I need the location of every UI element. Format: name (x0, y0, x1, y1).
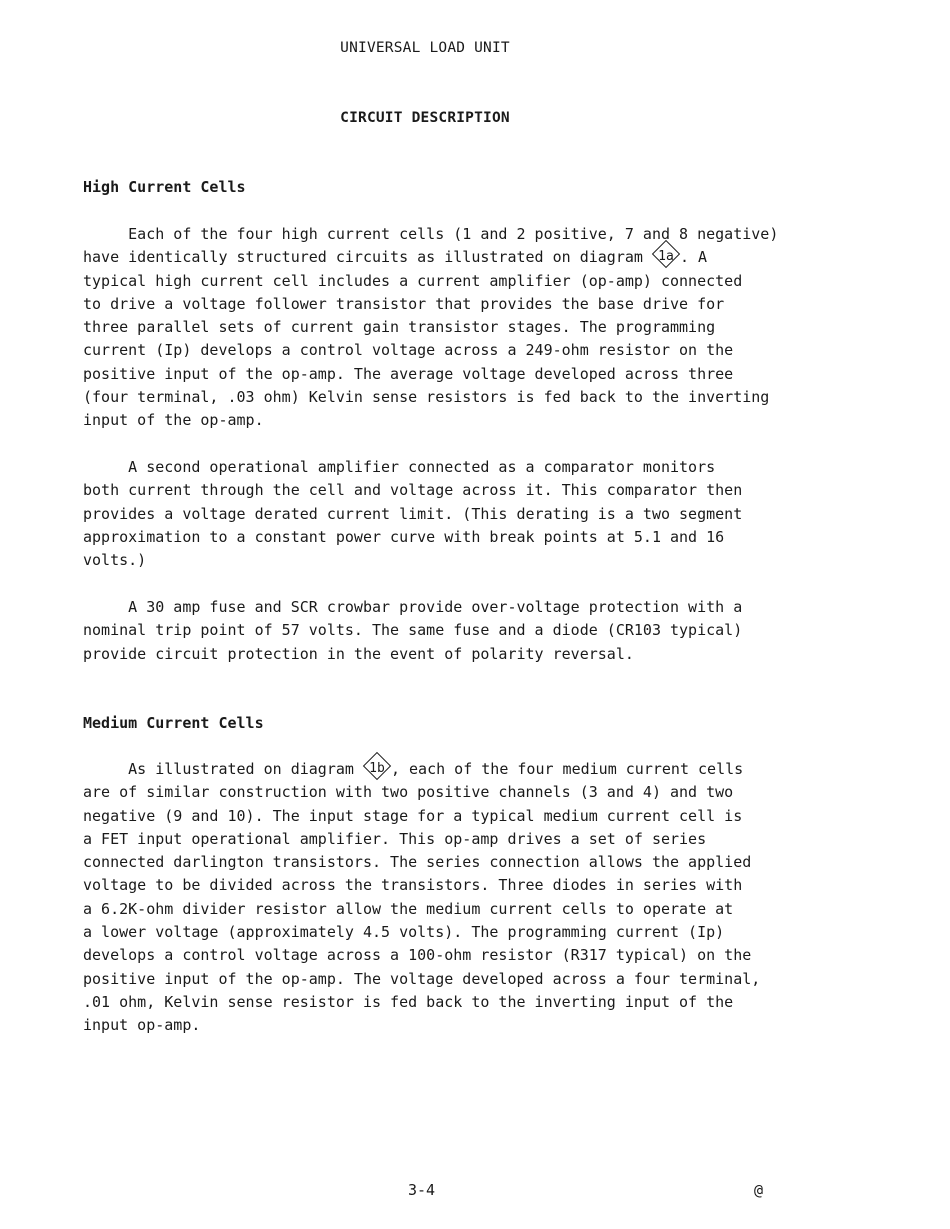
running-head: UNIVERSAL LOAD UNIT (340, 40, 510, 56)
high-current-paragraph-2 (83, 456, 843, 572)
text-line: volts.) (83, 551, 147, 570)
text-line: a 6.2K-ohm divider resistor allow the medium current cells to operate at (83, 899, 734, 918)
text-fragment: have identically structured circuits as illustrated on diagram (83, 248, 652, 267)
page-number: 3-4 (408, 1181, 436, 1199)
text-line: .01 ohm, Kelvin sense resistor is fed back to the inverting input of the (83, 992, 734, 1011)
text-line: nominal trip point of 57 volts. The same fuse and a diode (CR103 typical) (83, 621, 743, 640)
medium-current-heading: Medium Current Cells (83, 714, 264, 732)
text-line (83, 758, 843, 781)
text-line: three parallel sets of current gain transistor stages. The programming (83, 318, 716, 337)
text-line: typical high current cell includes a current amplifier (op-amp) connected (83, 271, 743, 290)
text-line: A second operational amplifier connected as a comparator monitors (83, 458, 716, 476)
diagram-reference-label: 1b (369, 761, 385, 776)
text-line: current (Ip) develops a control voltage across a 249-ohm resistor on the (83, 341, 734, 360)
text-line (83, 246, 843, 269)
diagram-reference-diamond (364, 758, 390, 776)
text-line: approximation to a constant power curve with break points at 5.1 and 16 (83, 527, 725, 546)
text-line: a FET input operational amplifier. This op-amp drives a set of series (83, 829, 707, 848)
medium-current-paragraph-1 (83, 758, 843, 1038)
text-line: to drive a voltage follower transistor that provides the base drive for (83, 294, 725, 313)
text-line: input op-amp. (83, 1016, 201, 1035)
text-fragment: , each of the four medium current cells (390, 760, 744, 778)
text-line: (four terminal, .03 ohm) Kelvin sense resistors is fed back to the inverting (83, 388, 770, 407)
diagram-reference-diamond (653, 246, 679, 264)
text-line: provides a voltage derated current limit. (This derating is a two segment (83, 504, 743, 523)
text-line: both current through the cell and voltage across it. This comparator then (83, 481, 743, 500)
text-fragment: . A (679, 248, 708, 267)
text-line: positive input of the op-amp. The average voltage developed across three (83, 364, 734, 383)
text-line: negative (9 and 10). The input stage for a typical medium current cell is (83, 806, 743, 825)
high-current-paragraph-1 (83, 223, 843, 433)
text-line: voltage to be divided across the transistors. Three diodes in series with (83, 876, 743, 895)
text-line: Each of the four high current cells (1 and 2 positive, 7 and 8 negative) (83, 225, 779, 243)
text-line: provide circuit protection in the event of polarity reversal. (83, 644, 634, 663)
section-title: CIRCUIT DESCRIPTION (340, 110, 510, 126)
text-line: A 30 amp fuse and SCR crowbar provide over-voltage protection with a (83, 598, 743, 616)
text-line: are of similar construction with two positive channels (3 and 4) and two (83, 783, 734, 802)
diagram-reference-label: 1a (658, 249, 674, 265)
text-line: a lower voltage (approximately 4.5 volts). The programming current (Ip) (83, 923, 725, 942)
text-line: connected darlington transistors. The series connection allows the applied (83, 853, 752, 872)
text-line: input of the op-amp. (83, 411, 264, 430)
footer-mark: @ (754, 1181, 764, 1199)
high-current-paragraph-3 (83, 596, 843, 666)
high-current-heading: High Current Cells (83, 178, 246, 196)
text-fragment: As illustrated on diagram (83, 760, 363, 778)
text-line: develops a control voltage across a 100-ohm resistor (R317 typical) on the (83, 946, 752, 965)
text-line: positive input of the op-amp. The voltage developed across a four terminal, (83, 969, 761, 988)
